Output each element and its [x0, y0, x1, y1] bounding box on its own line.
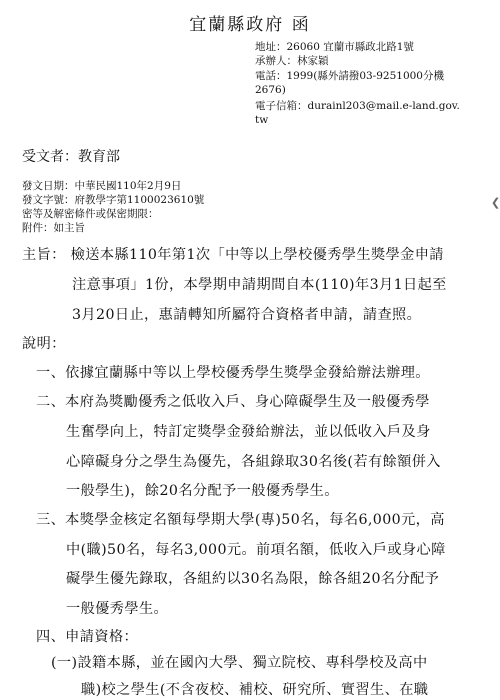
sender-address: 地址：26060 宜蘭市縣政北路1號 — [255, 41, 414, 53]
chevron-left-icon[interactable]: ❮ — [491, 196, 500, 209]
explanation-item-3-line-2: 中(職)50名，每名3,000元。前項名額，低收入戶或身心障 — [66, 542, 446, 558]
explanation-item-4-sub-1-line-1: (一)設籍本縣，並在國內大學、獨立院校、專科學校及高中 — [51, 655, 428, 671]
explanation-item-3-line-4: 一般優秀學生。 — [66, 601, 169, 617]
explanation-item-2-line-1: 二、本府為獎勵優秀之低收入戶、身心障礙學生及一般優秀學 — [36, 394, 430, 410]
explanation-heading: 說明： — [22, 336, 66, 352]
explanation-item-4-heading: 四、申請資格： — [36, 629, 139, 645]
explanation-item-3-line-1: 三、本獎學金核定名額每學期大學(專)50名，每名6,000元，高 — [36, 512, 445, 528]
explanation-item-3-line-3: 礙學生優先錄取，各組約以30名為限，餘各組20名分配予 — [66, 571, 440, 587]
document-title: 宜蘭縣政府 函 — [189, 15, 311, 35]
secrecy-level: 密等及解密條件或保密期限： — [22, 208, 159, 220]
contact-person: 承辦人：林家穎 — [255, 55, 329, 67]
contact-email-continued: tw — [255, 114, 269, 126]
recipient: 受文者：教育部 — [22, 149, 120, 165]
contact-phone-extension: 2676) — [255, 84, 286, 96]
contact-email: 電子信箱：durainl203@mail.e-land.gov. — [255, 100, 460, 112]
contact-phone: 電話：1999(縣外請撥03-9251000分機 — [255, 70, 444, 82]
explanation-item-2-line-3: 心障礙身分之學生為優先，各組錄取30名後(若有餘額併入 — [66, 454, 441, 470]
explanation-item-2-line-4: 一般學生)，餘20名分配予一般優秀學生。 — [66, 483, 339, 499]
document-number: 發文字號：府教學字第1100023610號 — [22, 194, 205, 206]
subject-line-3: 3月20日止，惠請轉知所屬符合資格者申請，請查照。 — [72, 307, 422, 323]
subject-line-1: 主旨： 檢送本縣110年第1次「中等以上學校優秀學生獎學金申請 — [22, 247, 444, 263]
explanation-item-1: 一、依據宜蘭縣中等以上學校優秀學生獎學金發給辦法辦理。 — [36, 365, 430, 381]
explanation-item-4-sub-1-line-2: 職)校之學生(不含夜校、補校、研究所、實習生、在職 — [81, 682, 429, 698]
explanation-item-2-line-2: 生奮學向上，特訂定獎學金發給辦法，並以低收入戶及身 — [66, 424, 431, 440]
attachment: 附件：如主旨 — [22, 222, 85, 234]
issue-date: 發文日期：中華民國110年2月9日 — [22, 180, 182, 192]
subject-line-2: 注意事項」1份，本學期申請期間自本(110)年3月1日起至 — [72, 277, 447, 293]
